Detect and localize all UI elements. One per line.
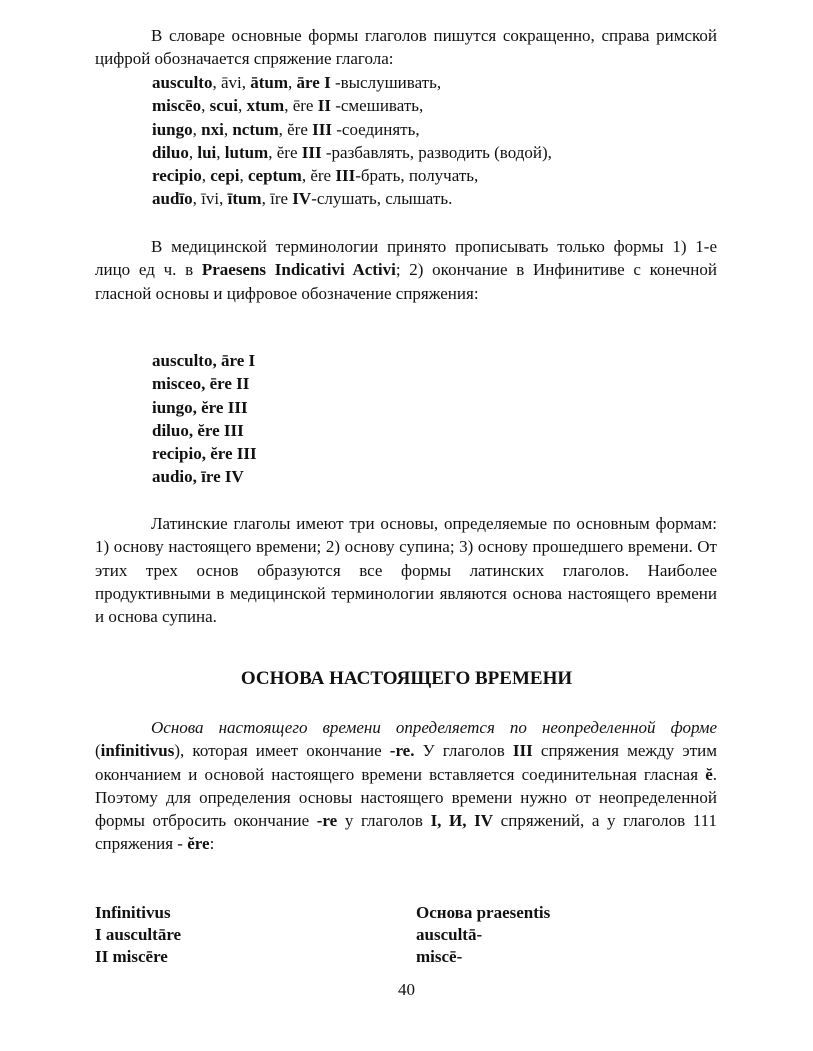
section-heading: ОСНОВА НАСТОЯЩЕГО ВРЕМЕНИ	[240, 668, 573, 689]
list-item: miscēo, scui, xtum, ēre II -смешивать,	[152, 96, 424, 116]
praesentis-column	[416, 902, 550, 968]
short-forms-list	[152, 349, 257, 489]
list-item: iungo, nxi, nctum, ĕre III -соединять,	[152, 119, 420, 139]
list-item: recipio, cepi, ceptum, ĕre III-брать, получать,	[152, 166, 479, 186]
table-cell: Infinitivus	[95, 903, 171, 922]
table-cell: Основа praesentis	[416, 903, 551, 922]
page-number: 40	[398, 980, 415, 999]
table-cell: II miscēre	[95, 947, 168, 966]
list-item: diluo, ĕre III	[152, 420, 244, 440]
list-item: audio, īre IV	[152, 467, 244, 487]
stems-paragraph: Латинские глаголы имеют три основы, определяемые по основным формам: 1) основу настоящего времени; 2) основу супина; 3) основу прошедшего времени. От этих трех основ образуются все формы латинских глаголов. Наиболее продуктивными в медицинской терминологии являются основа настоящего времени и основа супина.	[95, 514, 717, 627]
infinitivus-column	[95, 902, 181, 968]
list-item: diluo, lui, lutum, ĕre III -разбавлять, разводить (водой),	[152, 142, 552, 162]
terminology-paragraph: В медицинской терминологии принято прописывать только формы 1) 1-е лицо ед ч. в Praesens Indicativi Activi; 2) окончание в Инфинитиве с конечной гласной основы и цифровое обозначение спряжения:	[95, 237, 717, 303]
intro-paragraph: В словаре основные формы глаголов пишутся сокращенно, справа римской цифрой обозначается спряжение глагола:	[95, 26, 717, 69]
list-item: ausculto, āvi, ātum, āre I -выслушивать,	[152, 73, 442, 92]
table-cell: auscultā-	[416, 925, 483, 944]
list-item: recipio, ĕre III	[152, 444, 257, 464]
list-item: audīo, īvi, ītum, īre IV-слушать, слышать.	[152, 189, 453, 209]
list-item: iungo, ĕre III	[152, 397, 248, 417]
table-cell: I auscultāre	[95, 925, 182, 944]
list-item: misceo, ēre II	[152, 374, 250, 394]
present-stem-paragraph: Основа настоящего времени определяется по неопределенной форме (infinitivus), которая имеет окончание -re. У глаголов III спряжения между этим окончанием и основой настоящего времени вставляется соединительная гласная ĕ. Поэтому для определения основы настоящего времени нужно от неопределенной формы отбросить окончание -re у глаголов I, И, IV спряжений, а у глаголов 111 спряжения - ĕre:	[95, 718, 717, 854]
list-item: ausculto, āre I	[152, 351, 256, 370]
dictionary-forms-list	[152, 71, 552, 211]
table-cell: miscē-	[416, 947, 463, 966]
